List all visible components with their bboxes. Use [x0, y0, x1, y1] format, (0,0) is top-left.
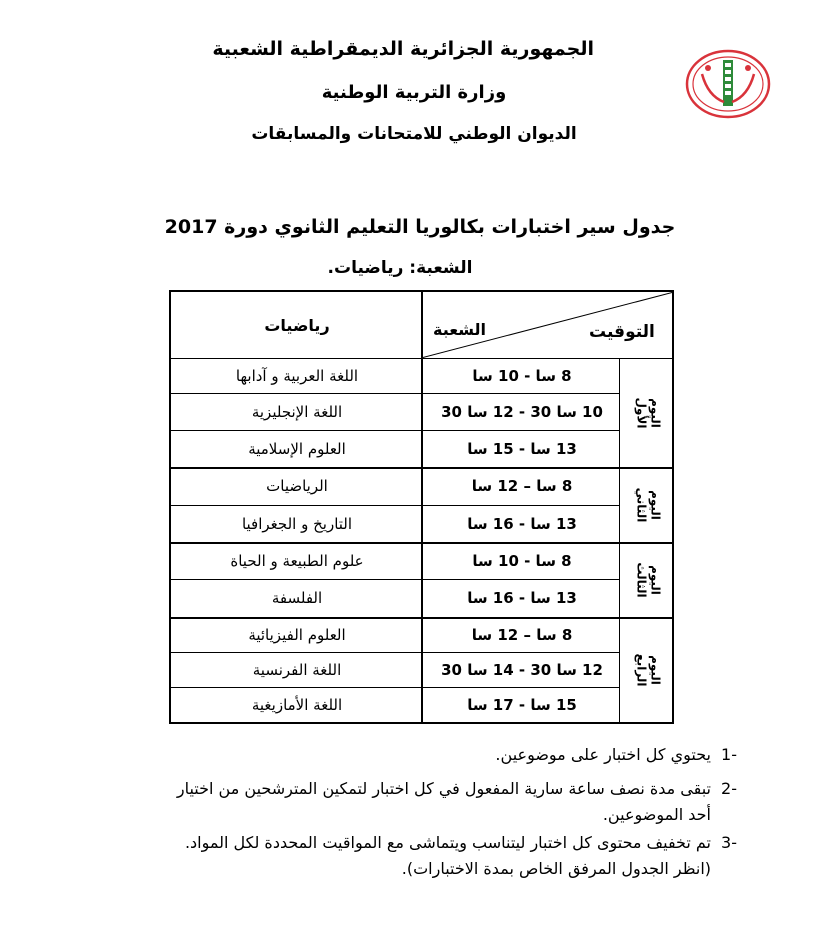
header-branch: الشعبة	[433, 320, 487, 339]
schedule-title: جدول سير اختبارات بكالوريا التعليم الثانوي دورة 2017	[164, 216, 676, 238]
header-republic: الجمهورية الجزائرية الديمقراطية الشعبية	[212, 38, 594, 60]
subject-cell: علوم الطبيعة و الحياة	[230, 551, 364, 570]
day-label: اليوم الأول	[634, 397, 663, 428]
note-continuation: أحد الموضوعين.	[602, 805, 711, 824]
time-cell: 8 سا – 12 سا	[471, 625, 573, 644]
note-text: يحتوي كل اختبار على موضوعين.	[495, 745, 711, 764]
time-cell: 15 سا - 17 سا	[467, 695, 577, 714]
subject-cell: اللغة الإنجليزية	[251, 402, 343, 421]
note-text: تبقى مدة نصف ساعة سارية المفعول في كل اختبار لتمكين المترشحين من اختيار	[176, 779, 711, 798]
onec-logo-icon	[684, 48, 772, 120]
header-diagonal	[421, 292, 674, 358]
day-label: اليوم الثاني	[634, 487, 663, 522]
time-cell: 10 سا 30 - 12 سا 30	[441, 402, 603, 421]
time-cell: 13 سا - 15 سا	[467, 439, 577, 458]
note-text: تم تخفيف محتوى كل اختبار ليتناسب ويتماشى مع المواقيت المحددة لكل المواد.	[184, 833, 711, 852]
time-cell: 8 سا – 12 سا	[471, 477, 573, 495]
header-timing: التوقيت	[589, 322, 655, 342]
subject-cell: الفلسفة	[271, 589, 323, 607]
subject-cell: العلوم الإسلامية	[248, 439, 346, 458]
subject-cell: اللغة الفرنسية	[252, 660, 342, 679]
note-number: -3	[721, 833, 737, 852]
note-number: -2	[721, 779, 737, 798]
subject-cell: التاريخ و الجغرافيا	[241, 514, 353, 533]
subject-cell: الرياضيات	[266, 477, 328, 495]
note-number: -1	[721, 745, 737, 764]
note-item	[495, 745, 737, 764]
note-item	[184, 833, 737, 852]
header-office: الديوان الوطني للامتحانات والمسابقات	[251, 124, 577, 144]
subject-cell: اللغة الأمازيغية	[251, 695, 343, 714]
note-continuation: (انظر الجدول المرفق الخاص بمدة الاختبارات).	[401, 859, 711, 878]
day-label: اليوم الثالث	[634, 561, 663, 598]
time-cell: 13 سا - 16 سا	[467, 514, 577, 533]
header-subject: رياضيات	[264, 315, 330, 335]
time-cell: 8 سا - 10 سا	[472, 366, 572, 385]
time-cell: 13 سا - 16 سا	[467, 589, 577, 607]
note-item	[176, 779, 737, 798]
time-cell: 12 سا 30 - 14 سا 30	[441, 660, 603, 679]
subject-cell: اللغة العربية و آدابها	[235, 366, 359, 385]
subject-cell: العلوم الفيزيائية	[248, 625, 346, 644]
branch-label: الشعبة: رياضيات.	[327, 258, 473, 278]
day-label: اليوم الرابع	[634, 653, 663, 686]
header-ministry: وزارة التربية الوطنية	[321, 82, 507, 103]
time-cell: 8 سا - 10 سا	[472, 551, 572, 570]
exam-schedule-table	[169, 290, 674, 724]
